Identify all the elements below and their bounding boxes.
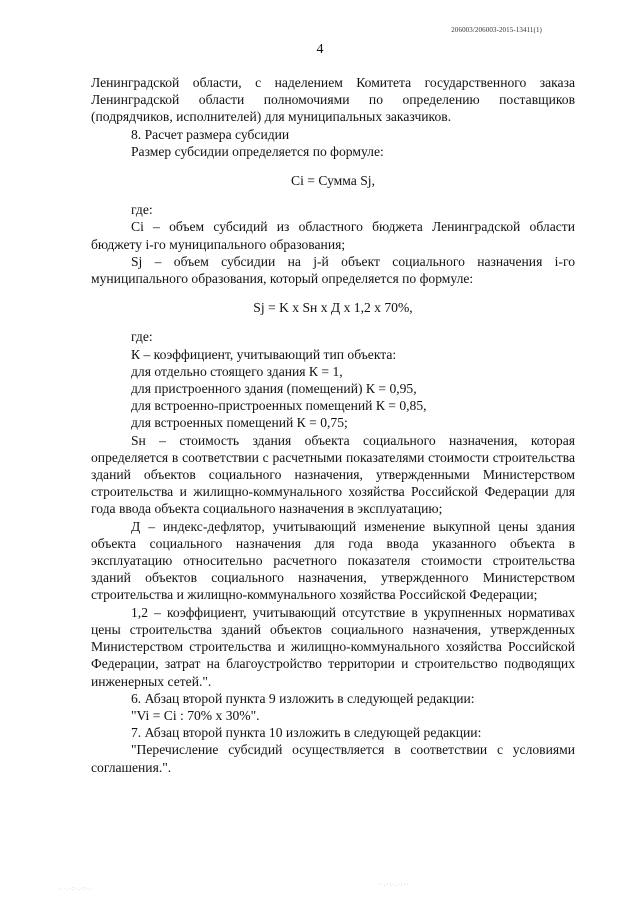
where-label-1: где: — [131, 202, 153, 218]
amendment-6: 6. Абзац второй пункта 9 изложить в следующей редакции: — [131, 690, 475, 706]
document-id: 206003/206003-2015-13411(1) — [451, 26, 542, 34]
paragraph-continuation: Ленинградской области, с наделением Комитета государственного заказа Ленинградской области полномочиями по определению поставщиков (подрядчиков, исполнителей) для муниципальных заказчиков. — [91, 75, 575, 125]
formula-sj: Sj = K x Sн x Д x 1,2 x 70%, — [253, 300, 413, 316]
amendment-7-text: "Перечисление субсидий осуществляется в соответствии с условиями соглашения.". — [91, 742, 575, 775]
k-built-in-attached: для встроенно-пристроенных помещений К = 0,85, — [131, 398, 427, 414]
definition-sn: Sн – стоимость здания объекта социального назначения, которая определяется в соответствии с расчетными показателями стоимости строительства зданий объектов социального назначения, утвержденными Министерством строительства и жилищно-коммунального хозяйства Российской Федерации для года ввода объекта социального назначения в эксплуатацию; — [91, 432, 575, 517]
k-built-in: для встроенных помещений К = 0,75; — [131, 415, 348, 431]
definition-sj: Sj – объем субсидии на j-й объект социального назначения i-го муниципального образования, который определяется по формуле: — [91, 253, 575, 287]
definition-ci: Ci – объем субсидий из областного бюджета Ленинградской области бюджету i-го муниципального образования; — [91, 219, 575, 252]
page-number: 4 — [316, 42, 324, 57]
formula-vi: "Vi = Ci : 70% x 30%". — [131, 707, 260, 723]
amendment-7: 7. Абзац второй пункта 10 изложить в следующей редакции: — [131, 725, 482, 741]
k-attached: для пристроенного здания (помещений) К = 0,95, — [131, 381, 417, 397]
k-standalone: для отдельно стоящего здания К = 1, — [131, 363, 343, 379]
where-label-2: где: — [131, 329, 153, 345]
formula-intro: Размер субсидии определяется по формуле: — [131, 143, 384, 159]
definition-k: К – коэффициент, учитывающий тип объекта: — [131, 346, 397, 362]
formula-ci: Ci = Сумма Sj, — [291, 173, 375, 189]
scan-noise-mark: ··.·:·.·:·· — [378, 882, 410, 888]
document-body — [91, 74, 575, 776]
section-heading-8: 8. Расчет размера субсидии — [131, 126, 290, 142]
definition-d: Д – индекс-дефлятор, учитывающий изменение выкупной цены здания объекта социального назначения для года ввода указанного объекта в эксплуатацию относительно расчетного показателя стоимости строительства зданий объектов социального назначения, утвержденного Министерством строительства и жилищно-коммунального хозяйства Российской Федерации; — [91, 518, 575, 603]
definition-coefficient: 1,2 – коэффициент, учитывающий отсутствие в укрупненных нормативах цены строительства зданий объектов социального назначения, утвержденных Министерством строительства и жилищно-коммунального хозяйства Российской Федерации, затрат на благоустройство территории и строительство подводящих инженерных сетей.". — [91, 604, 575, 689]
scan-noise-mark: ·.·.·:·.·:·.· — [58, 886, 95, 892]
